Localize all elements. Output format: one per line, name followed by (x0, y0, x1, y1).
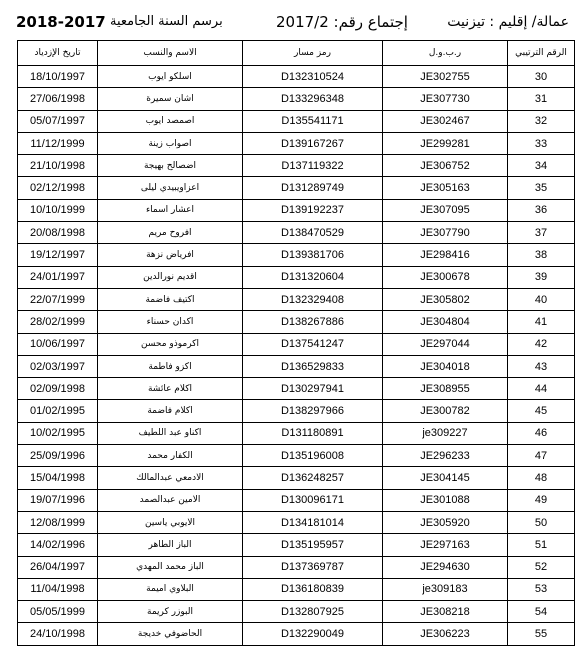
cell-birthdate: 25/09/1996 (18, 445, 98, 467)
cell-name: اشان سميرة (98, 88, 243, 110)
table-row (18, 155, 575, 177)
cell-massar-code: D132807925 (243, 601, 383, 623)
cell-rvo: JE296233 (383, 445, 508, 467)
cell-order-number: 32 (508, 110, 575, 132)
table-row (18, 400, 575, 422)
cell-rvo: JE305163 (383, 177, 508, 199)
col-header-order-number: الرقم الترتيبي (508, 41, 575, 66)
cell-massar-code: D132310524 (243, 66, 383, 88)
col-header-name: الاسم والنسب (98, 41, 243, 66)
table-row (18, 199, 575, 221)
cell-order-number: 34 (508, 155, 575, 177)
col-header-birthdate: تاريخ الإزدياد (18, 41, 98, 66)
cell-massar-code: D131180891 (243, 422, 383, 444)
cell-birthdate: 02/12/1998 (18, 177, 98, 199)
table-row (18, 333, 575, 355)
table-row (18, 378, 575, 400)
cell-birthdate: 19/07/1996 (18, 489, 98, 511)
cell-birthdate: 02/09/1998 (18, 378, 98, 400)
table-row (18, 601, 575, 623)
cell-massar-code: D139167267 (243, 132, 383, 154)
cell-massar-code: D135195957 (243, 534, 383, 556)
cell-birthdate: 18/10/1997 (18, 66, 98, 88)
table-row (18, 266, 575, 288)
cell-birthdate: 28/02/1999 (18, 311, 98, 333)
cell-rvo: JE308218 (383, 601, 508, 623)
cell-order-number: 47 (508, 445, 575, 467)
table-row (18, 311, 575, 333)
cell-birthdate: 14/02/1996 (18, 534, 98, 556)
cell-order-number: 55 (508, 623, 575, 645)
cell-rvo: JE308955 (383, 378, 508, 400)
cell-name: الباز الطاهر (98, 534, 243, 556)
table-row (18, 222, 575, 244)
table-row (18, 110, 575, 132)
cell-massar-code: D138267886 (243, 311, 383, 333)
cell-massar-code: D139381706 (243, 244, 383, 266)
cell-rvo: JE307790 (383, 222, 508, 244)
cell-name: اصواب زينة (98, 132, 243, 154)
cell-rvo: JE304018 (383, 355, 508, 377)
table-row (18, 66, 575, 88)
cell-massar-code: D138470529 (243, 222, 383, 244)
cell-order-number: 40 (508, 288, 575, 310)
cell-name: البلاوي اميمة (98, 578, 243, 600)
cell-birthdate: 10/06/1997 (18, 333, 98, 355)
cell-massar-code: D132329408 (243, 288, 383, 310)
cell-name: اكلام عائشة (98, 378, 243, 400)
academic-year-label: برسم السنة الجامعية (110, 14, 223, 29)
cell-name: اكلام فاضمة (98, 400, 243, 422)
cell-rvo: JE297163 (383, 534, 508, 556)
cell-rvo: JE300782 (383, 400, 508, 422)
table-row (18, 534, 575, 556)
cell-birthdate: 12/08/1999 (18, 511, 98, 533)
cell-name: افرياض نزهة (98, 244, 243, 266)
table-row (18, 511, 575, 533)
cell-order-number: 46 (508, 422, 575, 444)
cell-birthdate: 02/03/1997 (18, 355, 98, 377)
cell-order-number: 49 (508, 489, 575, 511)
cell-order-number: 48 (508, 467, 575, 489)
cell-order-number: 42 (508, 333, 575, 355)
cell-birthdate: 11/12/1999 (18, 132, 98, 154)
cell-order-number: 41 (508, 311, 575, 333)
cell-massar-code: D130096171 (243, 489, 383, 511)
students-table (17, 40, 575, 646)
cell-name: اعشار اسماء (98, 199, 243, 221)
cell-order-number: 43 (508, 355, 575, 377)
cell-massar-code: D137119322 (243, 155, 383, 177)
cell-rvo: JE307730 (383, 88, 508, 110)
cell-rvo: JE302467 (383, 110, 508, 132)
cell-massar-code: D134181014 (243, 511, 383, 533)
table-row (18, 244, 575, 266)
table-row (18, 445, 575, 467)
cell-name: اكناو عبد اللطيف (98, 422, 243, 444)
cell-name: اكزو فاطمة (98, 355, 243, 377)
cell-name: اسلكو ايوب (98, 66, 243, 88)
cell-rvo: JE304145 (383, 467, 508, 489)
table-body (18, 66, 575, 646)
cell-birthdate: 21/10/1998 (18, 155, 98, 177)
cell-massar-code: D136180839 (243, 578, 383, 600)
cell-birthdate: 01/02/1995 (18, 400, 98, 422)
cell-name: اكرموذو محسن (98, 333, 243, 355)
cell-name: الحاضوفي خديجة (98, 623, 243, 645)
table-row (18, 489, 575, 511)
cell-name: الادمعي عبدالمالك (98, 467, 243, 489)
cell-order-number: 35 (508, 177, 575, 199)
cell-massar-code: D135196008 (243, 445, 383, 467)
cell-birthdate: 05/07/1997 (18, 110, 98, 132)
cell-order-number: 44 (508, 378, 575, 400)
cell-name: اصمصد ايوب (98, 110, 243, 132)
cell-massar-code: D136248257 (243, 467, 383, 489)
cell-rvo: JE299281 (383, 132, 508, 154)
cell-massar-code: D132290049 (243, 623, 383, 645)
cell-rvo: je309227 (383, 422, 508, 444)
cell-order-number: 54 (508, 601, 575, 623)
cell-rvo: JE300678 (383, 266, 508, 288)
cell-order-number: 51 (508, 534, 575, 556)
cell-rvo: JE306223 (383, 623, 508, 645)
cell-name: افروح مريم (98, 222, 243, 244)
table-row (18, 578, 575, 600)
academic-year: 2018-2017 (16, 13, 106, 31)
cell-massar-code: D131320604 (243, 266, 383, 288)
cell-birthdate: 24/10/1998 (18, 623, 98, 645)
cell-massar-code: D133296348 (243, 88, 383, 110)
cell-name: اقديم نورالدين (98, 266, 243, 288)
meeting-number: إجتماع رقم: 2017/2 (276, 13, 408, 31)
cell-rvo: JE301088 (383, 489, 508, 511)
cell-massar-code: D130297941 (243, 378, 383, 400)
cell-order-number: 36 (508, 199, 575, 221)
cell-rvo: JE305920 (383, 511, 508, 533)
col-header-rvo: ر.ب.و.ل (383, 41, 508, 66)
cell-name: اضصالح بهيجة (98, 155, 243, 177)
cell-rvo: JE306752 (383, 155, 508, 177)
cell-name: الامين عبدالصمد (98, 489, 243, 511)
document-header (0, 8, 581, 36)
cell-birthdate: 05/05/1999 (18, 601, 98, 623)
table-row (18, 177, 575, 199)
cell-rvo: JE307095 (383, 199, 508, 221)
table-row (18, 467, 575, 489)
cell-rvo: JE294630 (383, 556, 508, 578)
cell-birthdate: 11/04/1998 (18, 578, 98, 600)
cell-order-number: 38 (508, 244, 575, 266)
cell-massar-code: D135541171 (243, 110, 383, 132)
cell-massar-code: D137369787 (243, 556, 383, 578)
cell-massar-code: D139192237 (243, 199, 383, 221)
cell-birthdate: 27/06/1998 (18, 88, 98, 110)
cell-birthdate: 15/04/1998 (18, 467, 98, 489)
cell-massar-code: D136529833 (243, 355, 383, 377)
cell-name: الايوبي ياسين (98, 511, 243, 533)
cell-birthdate: 20/08/1998 (18, 222, 98, 244)
cell-rvo: JE298416 (383, 244, 508, 266)
cell-order-number: 52 (508, 556, 575, 578)
cell-name: اعزاويبيدي ليلى (98, 177, 243, 199)
table-row (18, 623, 575, 645)
cell-name: الباز محمد المهدي (98, 556, 243, 578)
cell-massar-code: D138297966 (243, 400, 383, 422)
cell-rvo: JE304804 (383, 311, 508, 333)
cell-order-number: 30 (508, 66, 575, 88)
cell-rvo: je309183 (383, 578, 508, 600)
cell-rvo: JE302755 (383, 66, 508, 88)
cell-order-number: 45 (508, 400, 575, 422)
table-row (18, 355, 575, 377)
col-header-massar-code: رمز مسار (243, 41, 383, 66)
cell-massar-code: D137541247 (243, 333, 383, 355)
cell-birthdate: 26/04/1997 (18, 556, 98, 578)
cell-order-number: 31 (508, 88, 575, 110)
table-row (18, 88, 575, 110)
cell-birthdate: 19/12/1997 (18, 244, 98, 266)
cell-birthdate: 10/10/1999 (18, 199, 98, 221)
cell-rvo: JE305802 (383, 288, 508, 310)
cell-name: البوزر كريمة (98, 601, 243, 623)
cell-birthdate: 10/02/1995 (18, 422, 98, 444)
cell-birthdate: 22/07/1999 (18, 288, 98, 310)
cell-order-number: 39 (508, 266, 575, 288)
table-row (18, 132, 575, 154)
cell-order-number: 50 (508, 511, 575, 533)
cell-birthdate: 24/01/1997 (18, 266, 98, 288)
cell-massar-code: D131289749 (243, 177, 383, 199)
table-row (18, 288, 575, 310)
cell-name: الكفار محمد (98, 445, 243, 467)
table-row (18, 422, 575, 444)
cell-rvo: JE297044 (383, 333, 508, 355)
cell-name: اكدان حسناء (98, 311, 243, 333)
province-label: عمالة/ إقليم : تيزنيت (447, 14, 569, 30)
cell-order-number: 33 (508, 132, 575, 154)
cell-order-number: 37 (508, 222, 575, 244)
cell-name: اكتيف فاضمة (98, 288, 243, 310)
table-header-row (18, 41, 575, 66)
cell-order-number: 53 (508, 578, 575, 600)
